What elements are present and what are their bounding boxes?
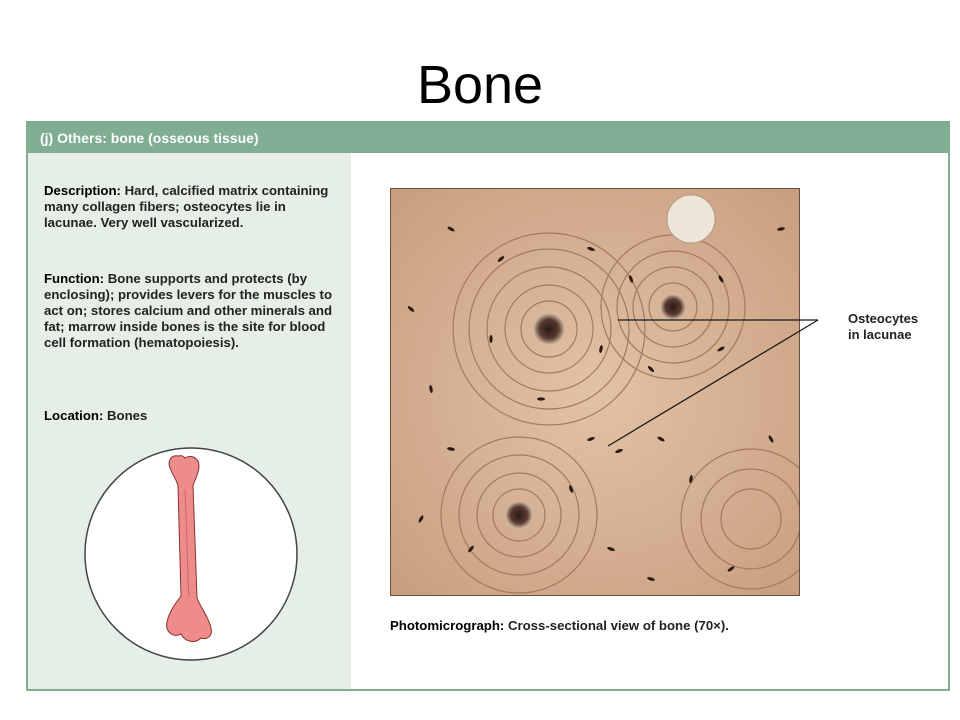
callout-line-1: Osteocytes: [848, 311, 919, 326]
location-label: Location:: [44, 408, 104, 423]
function-label: Function:: [44, 271, 105, 286]
slide-title: Bone: [416, 55, 544, 115]
osteocytes-callout: [848, 311, 938, 343]
description-text: Hard, calcified matrix containing many collagen fibers; osteocytes lie in lacunae. Very well vascularized.: [44, 183, 329, 230]
location-text: Bones: [107, 408, 148, 423]
caption-label: Photomicrograph:: [390, 618, 505, 633]
photomicrograph-caption: [390, 618, 729, 633]
description-label: Description:: [44, 183, 121, 198]
function-text: Bone supports and protects (by enclosing); provides levers for the muscles to act on; stores calcium and other minerals and fat; marrow inside bones is the site for blood cell formation (hematopoiesis).: [44, 271, 333, 350]
bone-figure: [26, 121, 950, 691]
caption-text: Cross-sectional view of bone (70×).: [507, 618, 729, 633]
figure-header-label: (j) Others: bone (osseous tissue): [40, 130, 259, 146]
callout-line-2: in lacunae: [848, 327, 912, 342]
callout-leader-lines: [28, 123, 952, 693]
